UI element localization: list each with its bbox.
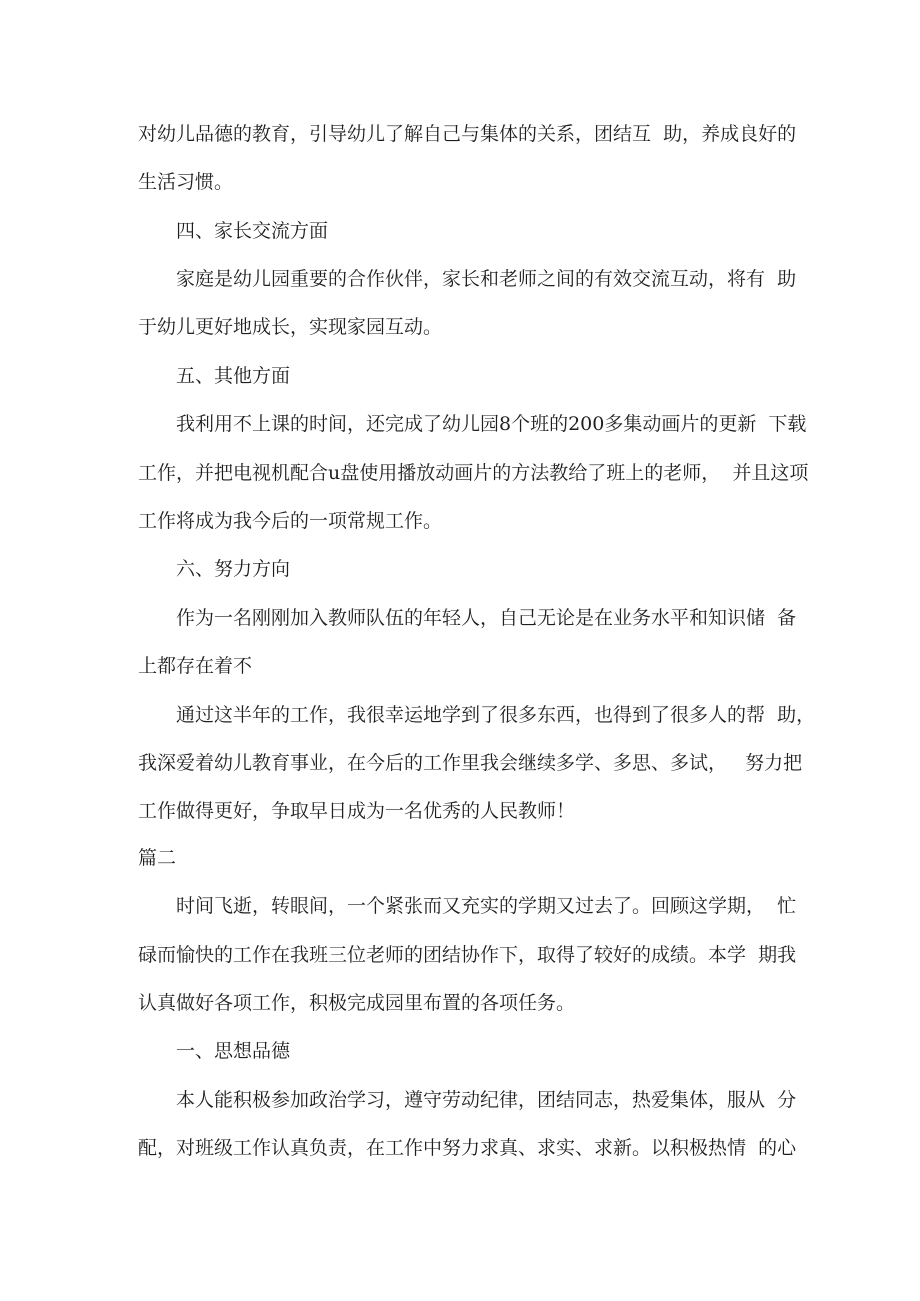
text-line: 上都存在着不 (138, 655, 253, 677)
text-line: 认真做好各项工作，积极完成园里布置的各项任务。 (138, 992, 576, 1014)
text-line: 本人能积极参加政治学习，遵守劳动纪律，团结同志，热爱集体，服从 分 (176, 1089, 797, 1111)
part-heading: 篇二 (138, 847, 177, 869)
text-line: 对幼儿品德的教育，引导幼儿了解自己与集体的关系，团结互 助，养成良好的 (138, 123, 797, 145)
text-line: 通过这半年的工作，我很幸运地学到了很多东西，也得到了很多人的帮 助， (176, 704, 816, 726)
text-line: 家庭是幼儿园重要的合作伙伴，家长和老师之间的有效交流互动，将有 助 (176, 268, 797, 290)
text-line: 时间飞逝，转眼间，一个紧张而又充实的学期又过去了。回顾这学期， 忙 (176, 895, 797, 917)
text-line: 碌而愉快的工作在我班三位老师的团结协作下，取得了较好的成绩。本学 期我 (138, 944, 797, 966)
text-line: 于幼儿更好地成长，实现家园互动。 (138, 316, 443, 338)
text-line: 工作做得更好，争取早日成为一名优秀的人民教师！ (138, 800, 576, 822)
text-line: 工作将成为我今后的一项常规工作。 (138, 510, 443, 532)
text-line: 配，对班级工作认真负责，在工作中努力求真、求实、求新。以积极热情 的心 (138, 1137, 797, 1159)
text-line: 生活习惯。 (138, 171, 234, 193)
text-line: 我深爱着幼儿教育事业，在今后的工作里我会继续多学、多思、多试， 努力把 (138, 752, 803, 774)
section-heading: 六、努力方向 (176, 558, 291, 580)
section-heading: 四、家长交流方面 (176, 220, 329, 242)
text-line: 作为一名刚刚加入教师队伍的年轻人，自己无论是在业务水平和知识储 备 (176, 607, 797, 629)
text-line: 工作，并把电视机配合u盘使用播放动画片的方法教给了班上的老师， 并且这项 (138, 462, 809, 484)
text-line: 我利用不上课的时间，还完成了幼儿园8个班的200多集动画片的更新 下载 (176, 413, 807, 435)
section-heading: 五、其他方面 (176, 365, 291, 387)
section-heading: 一、思想品德 (176, 1040, 291, 1062)
